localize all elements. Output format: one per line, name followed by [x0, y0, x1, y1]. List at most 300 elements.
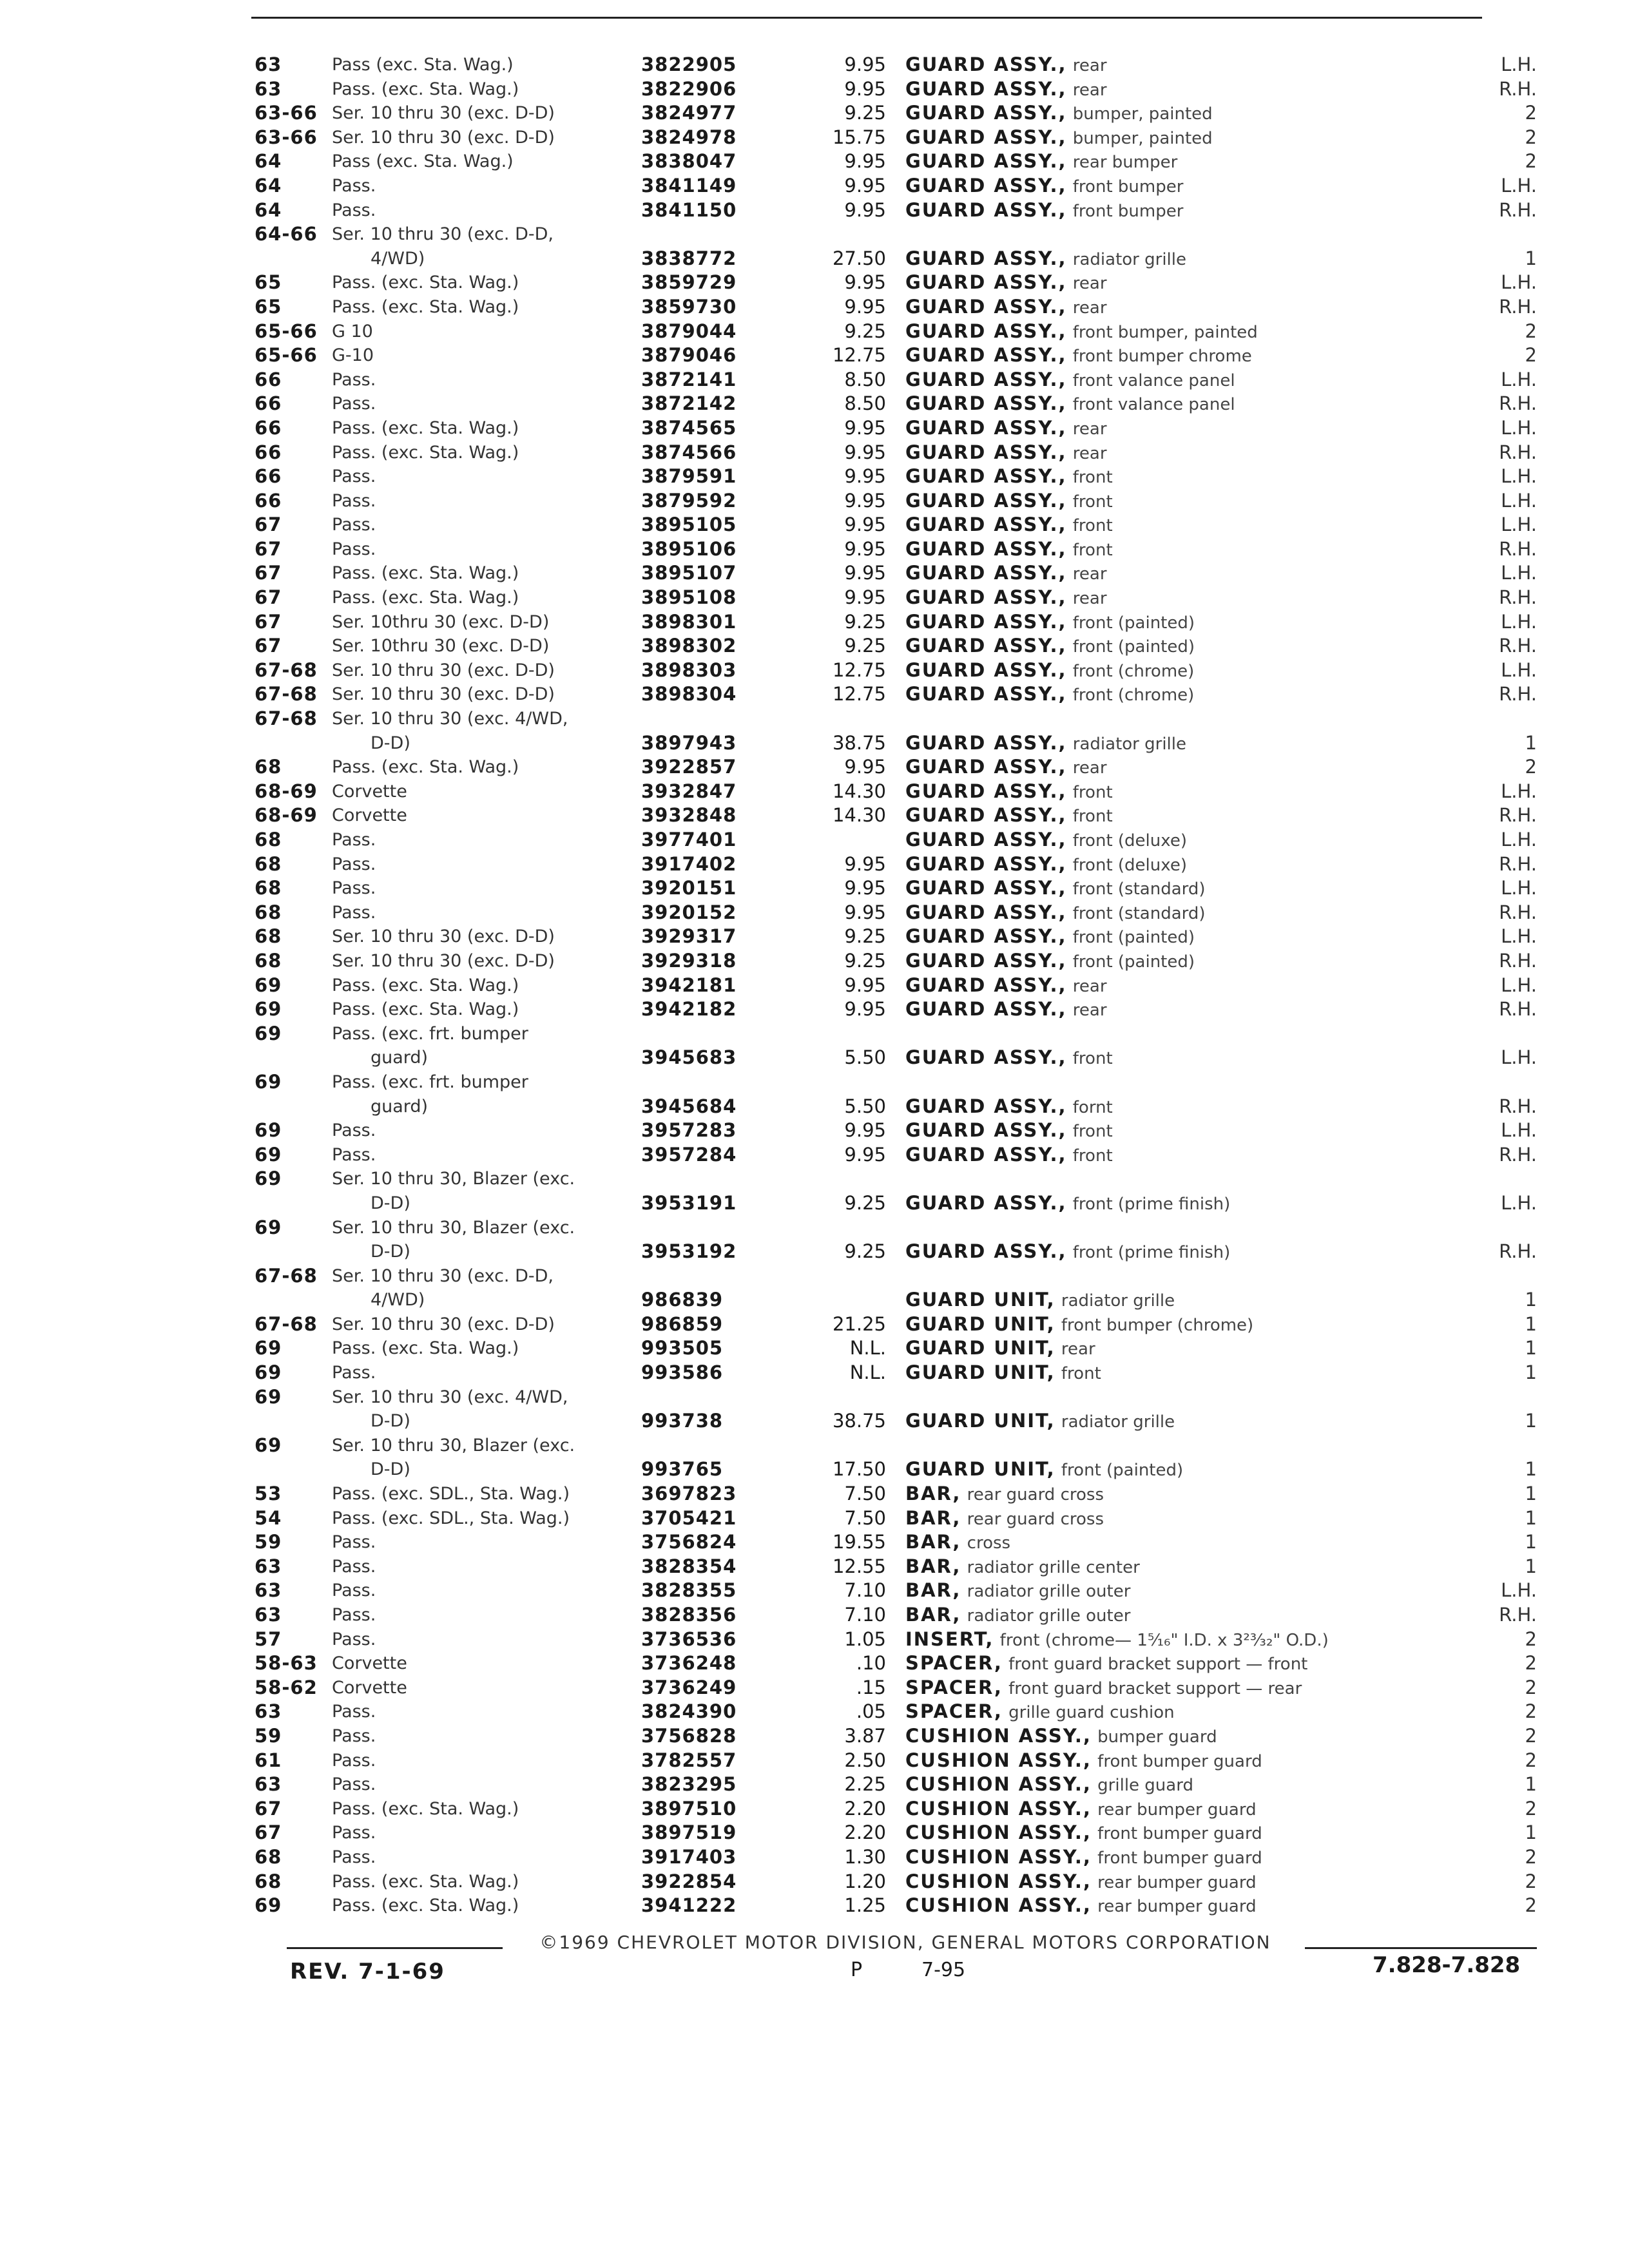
part-number: 3898303: [641, 658, 737, 681]
part-detail: radiator grille: [1072, 734, 1186, 754]
model-application: [332, 561, 628, 586]
part-name: CUSHION ASSY.,: [905, 1894, 1092, 1917]
part-detail: front: [1072, 782, 1113, 802]
part-detail: front (prime finish): [1072, 1194, 1231, 1214]
quantity-side: L.H.: [1501, 1191, 1537, 1214]
part-detail: front (painted): [1061, 1461, 1184, 1481]
part-name: GUARD ASSY.,: [905, 53, 1067, 75]
part-name: GUARD ASSY.,: [905, 610, 1067, 633]
part-number: 3897519: [641, 1821, 737, 1844]
part-detail: rear: [1072, 298, 1107, 318]
part-name: GUARD ASSY.,: [905, 514, 1067, 536]
quantity-side: 1: [1525, 1289, 1537, 1311]
part-detail: radiator grille outer: [967, 1582, 1131, 1602]
model-year: 66: [255, 441, 282, 463]
table-row: [255, 1797, 1537, 1821]
table-row: [255, 780, 1537, 804]
part-detail: bumper guard: [1097, 1727, 1217, 1747]
part-detail: front valance panel: [1072, 395, 1235, 415]
part-name: GUARD ASSY.,: [905, 683, 1067, 706]
model-line-1: Pass (exc. Sta. Wag.): [332, 151, 514, 172]
table-row: [255, 1385, 1537, 1434]
model-year: 67-68: [255, 1264, 318, 1287]
part-detail: front: [1072, 516, 1113, 536]
part-number: 3897943: [641, 731, 737, 754]
model-line-2: D-D): [371, 1411, 410, 1432]
table-row: [255, 126, 1537, 150]
quantity-side: 1: [1525, 247, 1537, 269]
model-application: [332, 1651, 628, 1676]
part-name: GUARD UNIT,: [905, 1361, 1055, 1384]
list-price: 9.95: [844, 150, 886, 173]
page-letter: P: [851, 1959, 863, 1981]
model-line-1: Pass.: [332, 854, 376, 874]
table-row: [255, 343, 1537, 368]
part-description: [905, 537, 1472, 563]
model-application: [332, 320, 628, 344]
table-row: [255, 803, 1537, 828]
part-name: GUARD ASSY.,: [905, 1095, 1067, 1117]
table-row: [255, 465, 1537, 489]
model-line-2: D-D): [371, 1242, 410, 1262]
quantity-side: 1: [1525, 731, 1537, 754]
part-name: CUSHION ASSY.,: [905, 1749, 1092, 1771]
model-line-1: Ser. 10 thru 30 (exc. D-D,: [332, 1265, 554, 1286]
quantity-side: 2: [1525, 1894, 1537, 1917]
quantity-side: R.H.: [1499, 1143, 1537, 1166]
part-number: 3879046: [641, 344, 737, 367]
table-row: [255, 997, 1537, 1022]
part-number: 3897510: [641, 1797, 737, 1820]
model-application: [332, 658, 628, 683]
quantity-side: 1: [1525, 1483, 1537, 1505]
quantity-side: 2: [1525, 1797, 1537, 1820]
part-name: GUARD ASSY.,: [905, 537, 1067, 560]
table-row: [255, 1894, 1537, 1918]
model-year: 68: [255, 949, 282, 972]
part-number: 3838772: [641, 247, 737, 269]
model-year: 67: [255, 562, 282, 584]
table-row: [255, 755, 1537, 780]
part-name: SPACER,: [905, 1700, 1003, 1723]
part-description: [905, 925, 1472, 950]
part-number: 3932847: [641, 780, 737, 802]
model-year: 69: [255, 998, 282, 1021]
model-application: [332, 1312, 628, 1337]
part-number: 3736536: [641, 1628, 737, 1650]
model-line-1: Pass. (exc. Sta. Wag.): [332, 273, 519, 293]
part-number: 3828356: [641, 1604, 737, 1626]
part-description: [905, 1724, 1472, 1750]
model-year: 63-66: [255, 102, 318, 124]
model-line-1: Pass. (exc. SDL., Sta. Wag.): [332, 1484, 570, 1504]
model-application: [332, 949, 628, 974]
part-name: GUARD ASSY.,: [905, 295, 1067, 318]
table-row: [255, 1336, 1537, 1361]
model-application: [332, 1385, 628, 1434]
list-price: N.L.: [849, 1361, 886, 1384]
part-detail: radiator grille center: [967, 1557, 1140, 1577]
model-year: 63: [255, 1555, 282, 1577]
part-description: [905, 271, 1472, 296]
model-year: 66: [255, 392, 282, 415]
part-detail: front bumper, painted: [1072, 322, 1258, 342]
model-line-1: Pass. (exc. Sta. Wag.): [332, 999, 519, 1020]
part-name: GUARD UNIT,: [905, 1312, 1055, 1335]
part-number: 3872141: [641, 368, 737, 390]
model-application: [332, 1119, 628, 1143]
part-name: GUARD ASSY.,: [905, 368, 1067, 390]
part-number: 3841150: [641, 198, 737, 221]
part-name: GUARD UNIT,: [905, 1410, 1055, 1432]
part-detail: front guard bracket support — front: [1008, 1655, 1308, 1675]
model-year: 68: [255, 901, 282, 923]
part-detail: front (painted): [1072, 637, 1195, 657]
model-application: [332, 1845, 628, 1870]
part-name: GUARD ASSY.,: [905, 247, 1067, 269]
list-price: 9.25: [844, 1191, 886, 1214]
quantity-side: 1: [1525, 1458, 1537, 1481]
part-detail: front (painted): [1072, 928, 1195, 948]
part-description: [905, 1482, 1472, 1508]
table-row: [255, 1167, 1537, 1215]
part-description: [905, 513, 1472, 539]
list-price: 1.20: [844, 1870, 886, 1892]
part-number: 3879044: [641, 320, 737, 342]
list-price: 27.50: [832, 247, 886, 269]
part-detail: front: [1061, 1364, 1101, 1384]
model-year: 63-66: [255, 126, 318, 148]
table-row: [255, 1749, 1537, 1773]
part-detail: front (chrome): [1072, 661, 1195, 681]
model-line-1: Pass.: [332, 200, 376, 220]
model-line-1: Pass.: [332, 1823, 376, 1843]
list-price: 9.25: [844, 610, 886, 633]
quantity-side: R.H.: [1499, 949, 1537, 972]
part-number: 3895108: [641, 586, 737, 609]
model-line-1: Pass.: [332, 1605, 376, 1625]
table-row: [255, 198, 1537, 223]
model-line-1: Ser. 10 thru 30, Blazer (exc.: [332, 1435, 575, 1456]
part-name: GUARD ASSY.,: [905, 998, 1067, 1021]
part-number: 3922854: [641, 1870, 737, 1892]
table-row: [255, 174, 1537, 198]
model-line-1: Pass.: [332, 1363, 376, 1383]
part-description: [905, 586, 1472, 611]
model-year: 68: [255, 829, 282, 850]
model-year: 61: [255, 1749, 282, 1771]
model-line-1: Pass. (exc. Sta. Wag.): [332, 296, 519, 317]
model-year: 63: [255, 1604, 282, 1626]
part-description: [905, 1700, 1472, 1725]
part-number: 3841149: [641, 174, 737, 197]
table-row: [255, 1821, 1537, 1845]
part-description: [905, 1457, 1472, 1483]
part-number: 3756828: [641, 1724, 737, 1747]
part-description: [905, 1773, 1472, 1798]
list-price: 14.30: [832, 780, 886, 802]
model-application: [332, 1870, 628, 1894]
part-detail: rear: [1072, 589, 1107, 609]
model-line-2: 4/WD): [371, 248, 425, 269]
table-row: [255, 271, 1537, 295]
part-name: GUARD ASSY.,: [905, 1143, 1067, 1166]
model-line-1: Pass.: [332, 1532, 376, 1553]
part-number: 3828354: [641, 1555, 737, 1577]
model-year: 64-66: [255, 223, 318, 245]
part-number: 986839: [641, 1289, 724, 1311]
list-price: 9.95: [844, 416, 886, 439]
quantity-side: 2: [1525, 1628, 1537, 1650]
part-description: [905, 1821, 1472, 1847]
model-year: 63: [255, 77, 282, 100]
model-line-1: Pass.: [332, 1750, 376, 1771]
part-number: 3756824: [641, 1531, 737, 1553]
list-price: 9.95: [844, 489, 886, 512]
list-price: 9.95: [844, 586, 886, 609]
model-line-1: Pass.: [332, 830, 376, 850]
footer-rule-right: [1305, 1947, 1537, 1949]
part-description: [905, 997, 1472, 1023]
model-application: [332, 1894, 628, 1918]
model-line-1: Ser. 10 thru 30, Blazer (exc.: [332, 1169, 575, 1189]
model-year: 66: [255, 465, 282, 488]
part-description: [905, 682, 1472, 708]
part-detail: rear bumper guard: [1097, 1872, 1257, 1892]
list-price: 9.95: [844, 901, 886, 923]
part-description: [905, 755, 1472, 781]
part-description: [905, 1143, 1472, 1169]
quantity-side: 2: [1525, 1749, 1537, 1771]
part-detail: front: [1072, 1049, 1113, 1069]
list-price: .05: [856, 1700, 886, 1723]
part-name: GUARD ASSY.,: [905, 150, 1067, 173]
model-year: 66: [255, 489, 282, 512]
quantity-side: R.H.: [1499, 1604, 1537, 1626]
part-detail: front: [1072, 540, 1113, 560]
model-year: 67: [255, 586, 282, 609]
part-detail: front valance panel: [1072, 370, 1235, 390]
part-number: 3917402: [641, 852, 737, 875]
part-detail: rear: [1061, 1340, 1095, 1360]
model-application: [332, 489, 628, 514]
list-price: 2.20: [844, 1797, 886, 1820]
part-name: BAR,: [905, 1483, 961, 1505]
part-name: BAR,: [905, 1604, 961, 1626]
list-price: 9.25: [844, 102, 886, 124]
model-application: [332, 1070, 628, 1119]
revision-date: REV. 7-1-69: [290, 1959, 445, 1984]
part-detail: rear: [1072, 56, 1107, 75]
model-application: [332, 828, 628, 852]
part-number: 3957284: [641, 1143, 737, 1166]
part-name: CUSHION ASSY.,: [905, 1845, 1092, 1868]
model-year: 68-69: [255, 780, 318, 802]
model-line-1: Pass. (exc. SDL., Sta. Wag.): [332, 1508, 570, 1528]
part-description: [905, 149, 1472, 175]
table-row: [255, 901, 1537, 925]
list-price: 9.95: [844, 198, 886, 221]
table-row: [255, 876, 1537, 901]
list-price: 9.25: [844, 1240, 886, 1263]
part-number: 3895107: [641, 562, 737, 584]
part-detail: front (prime finish): [1072, 1243, 1231, 1263]
part-detail: front bumper: [1072, 201, 1184, 221]
list-price: 9.95: [844, 441, 886, 463]
list-price: 9.95: [844, 295, 886, 318]
part-description: [905, 1240, 1472, 1265]
quantity-side: L.H.: [1501, 174, 1537, 197]
table-row: [255, 1022, 1537, 1070]
part-detail: grille guard cushion: [1008, 1703, 1175, 1723]
model-year: 66: [255, 368, 282, 390]
part-description: [905, 1579, 1472, 1604]
quantity-side: 1: [1525, 1337, 1537, 1360]
part-description: [905, 852, 1472, 878]
table-row: [255, 925, 1537, 949]
quantity-side: 2: [1525, 1700, 1537, 1723]
model-application: [332, 1264, 628, 1312]
part-description: [905, 1797, 1472, 1823]
list-price: 3.87: [844, 1724, 886, 1747]
model-line-1: Pass. (exc. Sta. Wag.): [332, 1896, 519, 1916]
model-application: [332, 441, 628, 465]
quantity-side: 2: [1525, 756, 1537, 778]
table-row: [255, 852, 1537, 877]
model-year: 59: [255, 1724, 282, 1747]
part-number: 3822906: [641, 77, 737, 100]
list-price: 9.95: [844, 537, 886, 560]
part-description: [905, 489, 1472, 515]
part-number: 3859729: [641, 271, 737, 294]
quantity-side: L.H.: [1501, 368, 1537, 390]
part-name: GUARD ASSY.,: [905, 465, 1067, 488]
part-description: [905, 1046, 1472, 1072]
table-row: [255, 295, 1537, 320]
part-detail: front bumper guard: [1097, 1751, 1262, 1771]
part-detail: front bumper guard: [1097, 1848, 1262, 1868]
part-number: 3736249: [641, 1676, 737, 1698]
list-price: 15.75: [832, 126, 886, 148]
model-year: 69: [255, 1022, 282, 1044]
part-name: GUARD ASSY.,: [905, 658, 1067, 681]
model-application: [332, 997, 628, 1022]
list-price: 12.75: [832, 683, 886, 706]
part-number: 3828355: [641, 1579, 737, 1602]
part-description: [905, 1845, 1472, 1871]
model-line-1: Corvette: [332, 1677, 407, 1698]
part-name: GUARD ASSY.,: [905, 901, 1067, 923]
model-line-1: Pass.: [332, 1120, 376, 1141]
part-number: 3953191: [641, 1191, 737, 1214]
part-detail: radiator grille outer: [967, 1606, 1131, 1626]
quantity-side: R.H.: [1499, 852, 1537, 875]
model-year: 69: [255, 1385, 282, 1408]
model-application: [332, 1724, 628, 1749]
part-number: 3953192: [641, 1240, 737, 1263]
model-year: 64: [255, 150, 282, 173]
model-line-1: Pass. (exc. Sta. Wag.): [332, 1798, 519, 1819]
part-name: GUARD ASSY.,: [905, 635, 1067, 657]
part-description: [905, 828, 1472, 854]
list-price: 38.75: [832, 1410, 886, 1432]
model-line-2: guard): [371, 1096, 429, 1117]
model-year: 58-62: [255, 1676, 318, 1698]
model-application: [332, 852, 628, 877]
model-year: 63: [255, 1700, 282, 1723]
quantity-side: L.H.: [1501, 562, 1537, 584]
quantity-side: 2: [1525, 1676, 1537, 1698]
model-line-1: Ser. 10 thru 30 (exc. D-D): [332, 127, 555, 148]
table-row: [255, 320, 1537, 344]
part-description: [905, 465, 1472, 490]
model-year: 53: [255, 1483, 282, 1505]
part-name: BAR,: [905, 1506, 961, 1529]
list-price: 5.50: [844, 1095, 886, 1117]
quantity-side: R.H.: [1499, 77, 1537, 100]
part-detail: front (standard): [1072, 879, 1206, 899]
part-number: 993505: [641, 1337, 724, 1360]
model-application: [332, 1434, 628, 1482]
part-number: 3932848: [641, 804, 737, 827]
part-number: 3872142: [641, 392, 737, 415]
model-year: 64: [255, 174, 282, 197]
model-application: [332, 101, 628, 126]
part-name: GUARD ASSY.,: [905, 77, 1067, 100]
model-line-1: Pass.: [332, 1725, 376, 1746]
part-description: [905, 1603, 1472, 1629]
part-number: 3824390: [641, 1700, 737, 1723]
model-year: 68: [255, 925, 282, 948]
quantity-side: R.H.: [1499, 586, 1537, 609]
part-number: 3977401: [641, 829, 737, 850]
list-price: 38.75: [832, 731, 886, 754]
model-line-1: Ser. 10 thru 30, Blazer (exc.: [332, 1217, 575, 1238]
table-row: [255, 441, 1537, 465]
part-detail: rear bumper guard: [1097, 1897, 1257, 1917]
quantity-side: R.H.: [1499, 1240, 1537, 1263]
model-year: 65: [255, 295, 282, 318]
table-row: [255, 1216, 1537, 1264]
model-line-1: Pass (exc. Sta. Wag.): [332, 55, 514, 75]
model-application: [332, 343, 628, 368]
model-year: 68: [255, 756, 282, 778]
model-year: 67: [255, 1821, 282, 1844]
model-year: 69: [255, 1361, 282, 1384]
quantity-side: R.H.: [1499, 998, 1537, 1021]
part-detail: grille guard: [1097, 1776, 1193, 1796]
table-row: [255, 489, 1537, 514]
part-name: GUARD ASSY.,: [905, 174, 1067, 197]
model-application: [332, 876, 628, 901]
model-application: [332, 1022, 628, 1070]
model-application: [332, 126, 628, 150]
model-year: 65-66: [255, 344, 318, 367]
part-detail: rear: [1072, 976, 1107, 996]
table-row: [255, 610, 1537, 635]
part-number: 3705421: [641, 1506, 737, 1529]
table-row: [255, 1264, 1537, 1312]
list-price: 7.10: [844, 1604, 886, 1626]
table-row: [255, 1603, 1537, 1628]
quantity-side: 1: [1525, 1312, 1537, 1335]
model-year: 69: [255, 1337, 282, 1360]
model-application: [332, 77, 628, 102]
model-line-1: Pass. (exc. Sta. Wag.): [332, 757, 519, 778]
part-name: GUARD ASSY.,: [905, 392, 1067, 415]
table-row: [255, 1845, 1537, 1870]
part-detail: front: [1072, 1146, 1113, 1166]
